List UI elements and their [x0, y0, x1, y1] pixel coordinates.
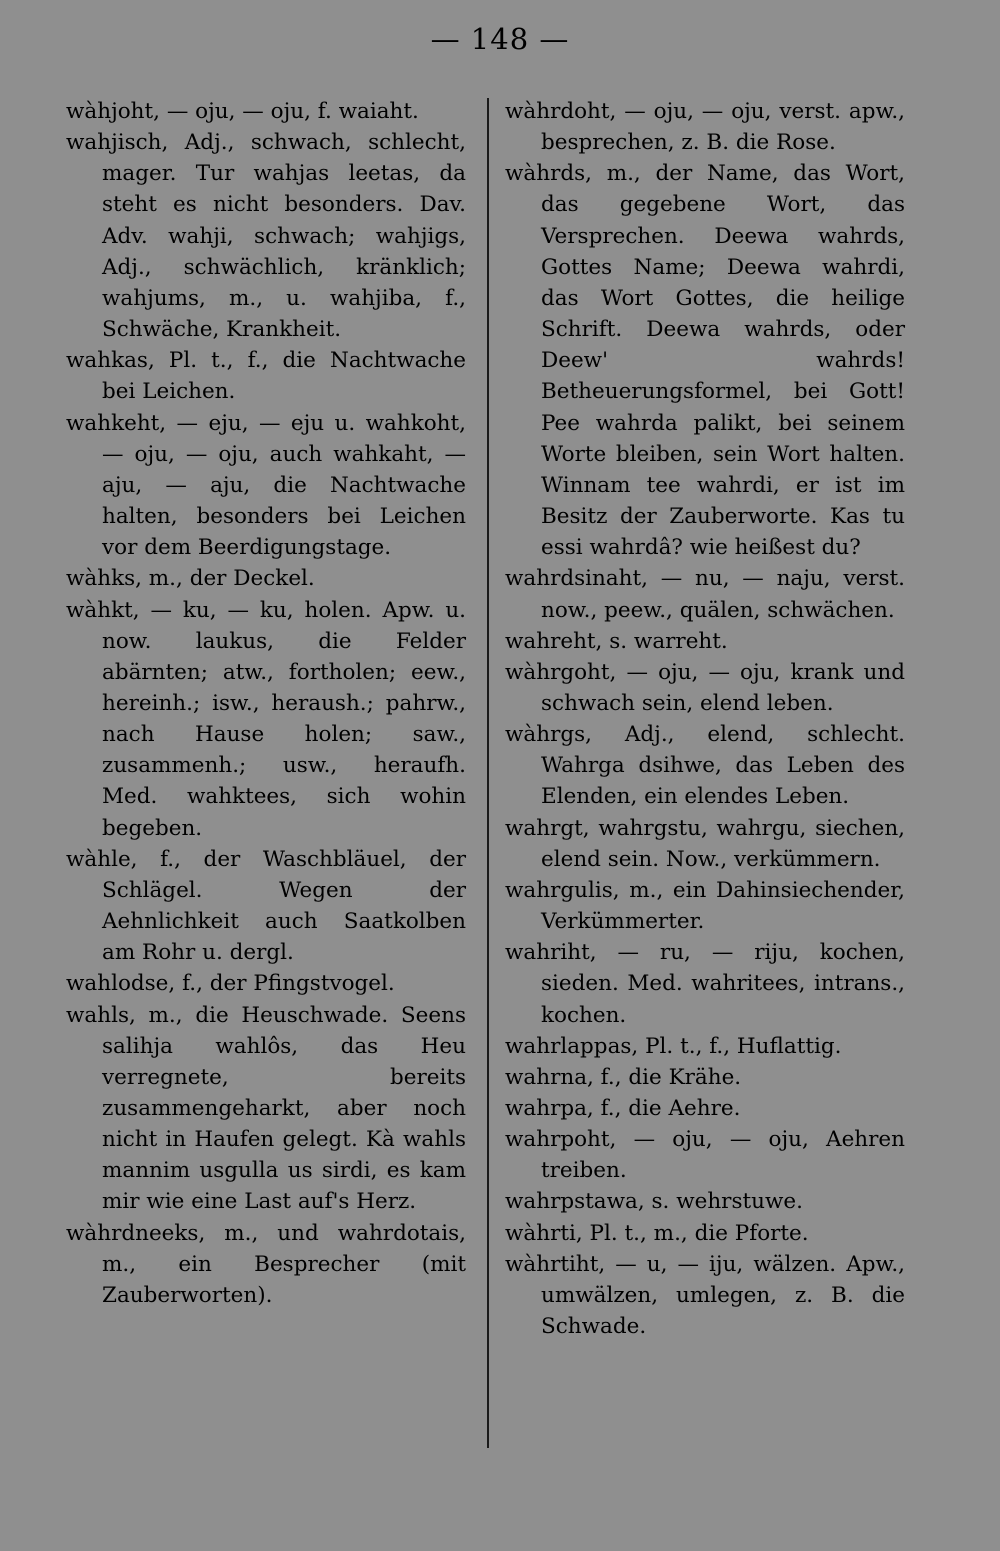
dictionary-entry: wahjisch, Adj., schwach, schlecht, mager. Tur wahjas leetas, da steht es nicht besonders. Dav. Adv. wahji, schwach; wahjigs, Adj., schwächlich, kränklich; wahjums, m., u. wahjiba, f., Schwäche, Krankheit. — [66, 130, 466, 343]
column-divider — [487, 98, 489, 1448]
dictionary-entry: wàhrdneeks, m., und wahrdotais, m., ein Besprecher (mit Zauberworten). — [66, 1220, 466, 1308]
dictionary-entry: wàhrtiht, — u, — iju, wälzen. Apw., umwälzen, umlegen, z. B. die Schwade. — [505, 1251, 905, 1340]
dictionary-entry: wahreht, s. warreht. — [505, 628, 728, 654]
dictionary-entry: wàhjoht, — oju, — oju, f. waiaht. — [66, 99, 419, 124]
dictionary-entry: wàhrgs, Adj., elend, schlecht. Wahrga dsihwe, das Leben des Elenden, ein elendes Leben. — [505, 722, 905, 810]
dictionary-entry: wahkas, Pl. t., f., die Nachtwache bei Leichen. — [66, 348, 466, 405]
page-number: — 148 — — [430, 22, 570, 56]
dictionary-entry: wàhrds, m., der Name, das Wort, das gegebene Wort, das Versprechen. Deewa wahrds, Gottes Name; Deewa wahrdi, das Wort Gottes, die heilige Schrift. Deewa wahrds, oder Deew' wahrds! Betheuerungsformel, bei Gott! Pee wahrda palikt, bei seinem Worte bleiben, sein Wort halten. Winnam tee wahrdi, er ist im Besitz der Zauberworte. Kas tu essi wahrdâ? wie heißest du? — [505, 161, 905, 561]
dictionary-entry: wàhrdoht, — oju, — oju, verst. apw., besprechen, z. B. die Rose. — [505, 99, 905, 156]
dictionary-entry: wàhks, m., der Deckel. — [66, 566, 315, 592]
dictionary-entry: wahrpstawa, s. wehrstuwe. — [505, 1189, 803, 1215]
dictionary-entry: wahkeht, — eju, — eju u. wahkoht, — oju, — oju, auch wahkaht, — aju, — aju, die Nachtwache halten, besonders bei Leichen vor dem Beerdigungstage. — [66, 410, 466, 561]
dictionary-entry: wahrna, f., die Krähe. — [505, 1064, 742, 1090]
dictionary-entry: wàhrgoht, — oju, — oju, krank und schwach sein, elend leben. — [505, 659, 905, 716]
dictionary-entry: wahrlappas, Pl. t., f., Huflattig. — [505, 1033, 842, 1059]
dictionary-entry: wahrpoht, — oju, — oju, Aehren treiben. — [505, 1127, 905, 1184]
dictionary-entry: wahls, m., die Heuschwade. Seens salihja wahlôs, das Heu verregnete, bereits zusammengeharkt, aber noch nicht in Haufen gelegt. Kà wahls mannim usgulla us sirdi, es kam mir wie eine Last auf's Herz. — [66, 1002, 466, 1215]
dictionary-entry: wahrgulis, m., ein Dahinsiechender, Verkümmerter. — [505, 877, 905, 935]
dictionary-entry: wàhrti, Pl. t., m., die Pforte. — [505, 1220, 809, 1246]
dictionary-entry: wàhle, f., der Waschbläuel, der Schlägel. Wegen der Aehnlichkeit auch Saatkolben am Rohr u. dergl. — [66, 846, 466, 966]
dictionary-entry: wahrdsinaht, — nu, — naju, verst. now., peew., quälen, schwächen. — [505, 566, 905, 623]
dictionary-entry: wahrgt, wahrgstu, wahrgu, siechen, elend sein. Now., verkümmern. — [505, 815, 905, 872]
dictionary-entry: wahrpa, f., die Aehre. — [505, 1096, 741, 1121]
right-column — [505, 96, 905, 1342]
dictionary-entry: wahlodse, f., der Pfingstvogel. — [66, 971, 395, 997]
dictionary-entry: wahriht, — ru, — riju, kochen, sieden. Med. wahritees, intrans., kochen. — [505, 940, 905, 1028]
left-column — [66, 96, 466, 1311]
dictionary-entry: wàhkt, — ku, — ku, holen. Apw. u. now. laukus, die Felder abärnten; atw., fortholen; eew., hereinh.; isw., heraush.; pahrw., nach Hause holen; saw., zusammenh.; usw., heraufh. Med. wahktees, sich wohin begeben. — [66, 597, 466, 841]
